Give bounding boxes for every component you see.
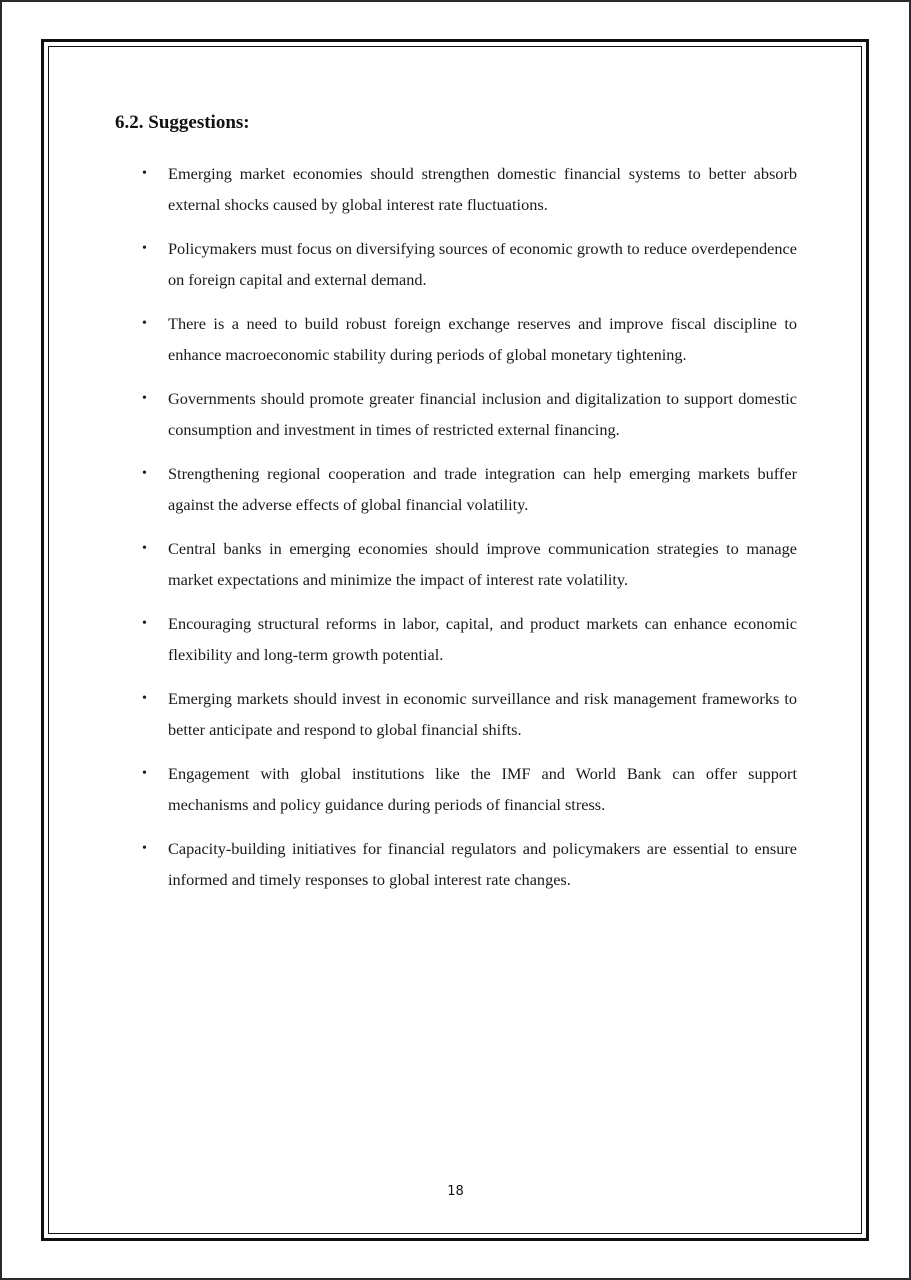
bullet-icon: • — [142, 316, 147, 331]
list-item-text: Encouraging structural reforms in labor, capital, and product markets can enhance economic flexibility and long-term growth potential. — [168, 614, 797, 664]
list-item — [142, 683, 797, 745]
bullet-icon: • — [142, 541, 147, 556]
bullet-icon: • — [142, 616, 147, 631]
list-item — [142, 758, 797, 820]
list-item-text: Engagement with global institutions like the IMF and World Bank can offer support mechanisms and policy guidance during periods of financial stress. — [168, 764, 797, 814]
list-item — [142, 533, 797, 595]
bullet-icon: • — [142, 166, 147, 181]
list-item-text: Central banks in emerging economies should improve communication strategies to manage market expectations and minimize the impact of interest rate volatility. — [168, 539, 797, 589]
list-item — [142, 383, 797, 445]
list-item-text: Capacity-building initiatives for financial regulators and policymakers are essential to ensure informed and timely responses to global interest rate changes. — [168, 839, 797, 889]
list-item-text: Governments should promote greater financial inclusion and digitalization to support domestic consumption and investment in times of restricted external financing. — [168, 389, 797, 439]
bullet-icon: • — [142, 466, 147, 481]
list-item-text: Strengthening regional cooperation and trade integration can help emerging markets buffer against the adverse effects of global financial volatility. — [168, 464, 797, 514]
section-heading: 6.2. Suggestions: — [115, 112, 250, 133]
suggestions-list — [142, 158, 797, 908]
list-item-text: Emerging market economies should strengthen domestic financial systems to better absorb external shocks caused by global interest rate fluctuations. — [168, 164, 797, 214]
bullet-icon: • — [142, 691, 147, 706]
list-item — [142, 233, 797, 295]
bullet-icon: • — [142, 766, 147, 781]
list-item-text: Emerging markets should invest in economic surveillance and risk management frameworks to better anticipate and respond to global financial shifts. — [168, 689, 797, 739]
list-item — [142, 158, 797, 220]
bullet-icon: • — [142, 241, 147, 256]
list-item — [142, 458, 797, 520]
list-item — [142, 833, 797, 895]
list-item — [142, 608, 797, 670]
page-number: 18 — [447, 1184, 464, 1199]
list-item — [142, 308, 797, 370]
bullet-icon: • — [142, 391, 147, 406]
list-item-text: Policymakers must focus on diversifying sources of economic growth to reduce overdependence on foreign capital and external demand. — [168, 239, 797, 289]
bullet-icon: • — [142, 841, 147, 856]
list-item-text: There is a need to build robust foreign exchange reserves and improve fiscal discipline to enhance macroeconomic stability during periods of global monetary tightening. — [168, 314, 797, 364]
